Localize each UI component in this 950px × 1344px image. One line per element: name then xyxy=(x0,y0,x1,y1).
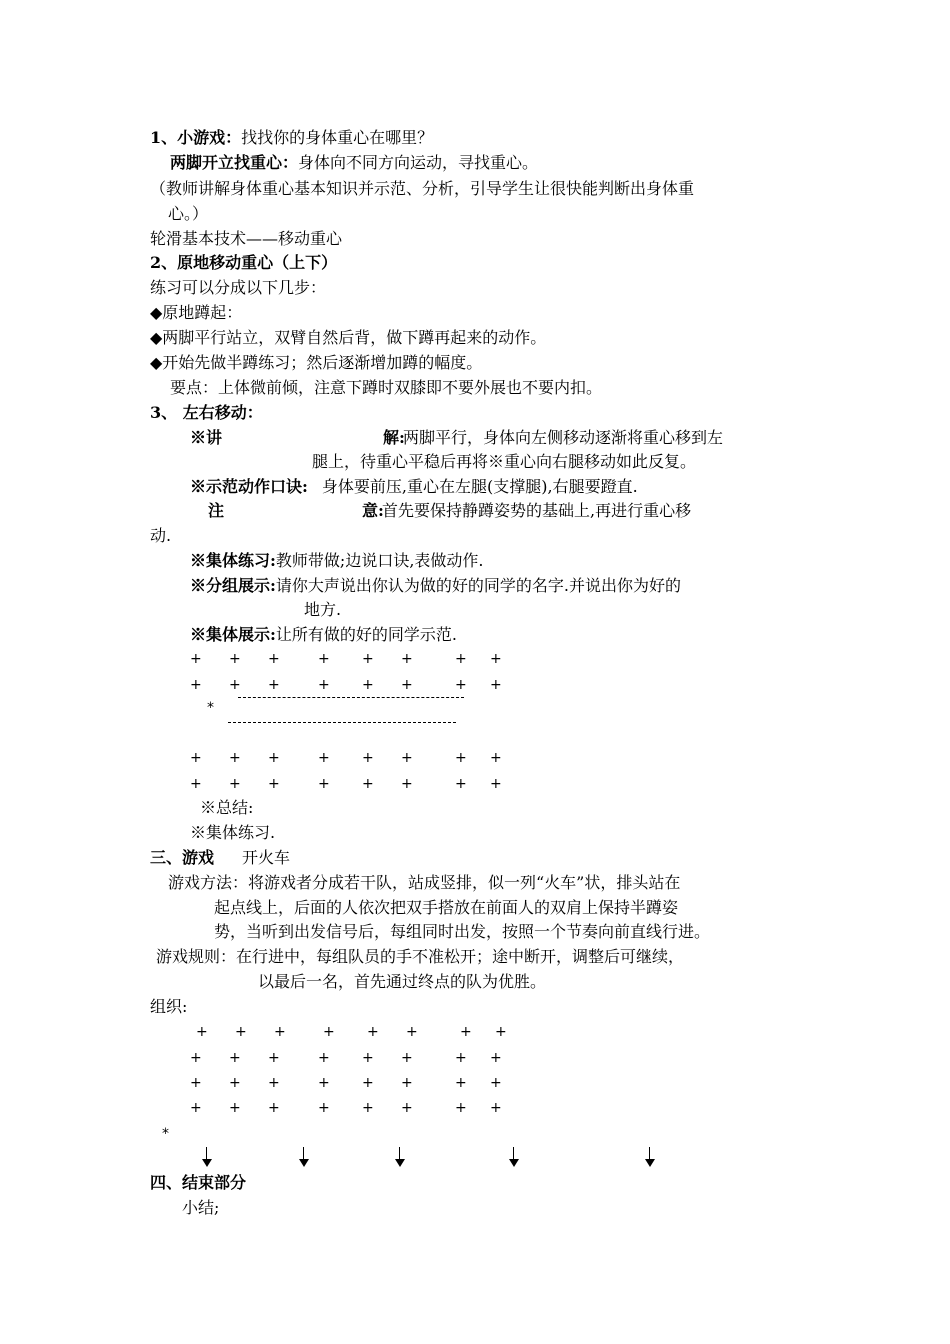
formation-1-plus-mark: + xyxy=(268,677,280,693)
formation-2-plus-mark: + xyxy=(401,1050,413,1066)
section-3-title: 3、 左右移动： xyxy=(150,403,263,422)
group-show-label: ※分组展示: xyxy=(190,576,276,595)
teacher-star-2: * xyxy=(162,1126,169,1142)
formation-2-plus-mark: + xyxy=(268,1100,280,1116)
formation-1-plus-mark: + xyxy=(401,651,413,667)
formation-1-plus-mark: + xyxy=(268,776,280,792)
game-title: 三、游戏 xyxy=(150,848,215,867)
demo-line xyxy=(190,477,638,497)
formation-2-plus-mark: + xyxy=(190,1100,202,1116)
find-center-line xyxy=(170,153,538,173)
teacher-note-line1: （教师讲解身体重心基本知识并示范、分析，引导学生让很快能判断出身体重 xyxy=(150,179,695,198)
demo-label: ※示范动作口诀: xyxy=(190,477,308,496)
formation-1-plus-mark: + xyxy=(318,651,330,667)
attention-label-b: 意: xyxy=(362,501,384,520)
attention-text-1: 首先要保持静蹲姿势的基础上,再进行重心移 xyxy=(382,501,692,520)
attention-label-a: 注 xyxy=(208,501,225,520)
group-show-text-2: 地方. xyxy=(304,600,342,619)
formation-1-plus-mark: + xyxy=(455,677,467,693)
section-1-text: 找找你的身体重心在哪里？ xyxy=(241,128,434,147)
formation-2-plus-mark: + xyxy=(460,1024,472,1040)
formation-2-plus-mark: + xyxy=(268,1075,280,1091)
formation-2-plus-mark: + xyxy=(323,1024,335,1040)
technique-title: 轮滑基本技术——移动重心 xyxy=(150,229,343,248)
formation-2-plus-mark: + xyxy=(268,1050,280,1066)
collective-practice: ※集体练习. xyxy=(190,823,276,842)
formation-1-plus-mark: + xyxy=(455,750,467,766)
formation-1-plus-mark: + xyxy=(268,651,280,667)
formation-2-plus-mark: + xyxy=(196,1024,208,1040)
formation-1-plus-mark: + xyxy=(401,677,413,693)
key-points: 要点：上体微前倾，注意下蹲时双膝即不要外展也不要内扣。 xyxy=(170,378,603,397)
formation-2-plus-mark: + xyxy=(362,1050,374,1066)
bullet-2: ◆两脚平行站立，双臂自然后背，做下蹲再起来的动作。 xyxy=(150,328,547,347)
explain-text-2: 腿上，待重心平稳后再将※重心向右腿移动如此反复。 xyxy=(312,452,697,471)
formation-1-plus-mark: + xyxy=(490,651,502,667)
formation-1-plus-mark: + xyxy=(318,750,330,766)
formation-2-plus-mark: + xyxy=(362,1075,374,1091)
summary: ※总结: xyxy=(200,798,254,817)
bullet-1: ◆原地蹲起： xyxy=(150,303,243,322)
formation-1-plus-mark: + xyxy=(362,677,374,693)
formation-2-plus-mark: + xyxy=(229,1100,241,1116)
teacher-note-line2: 心。） xyxy=(168,204,209,223)
formation-1-plus-mark: + xyxy=(229,677,241,693)
formation-1-plus-mark: + xyxy=(190,651,202,667)
find-center-title: 两脚开立找重心： xyxy=(170,153,299,172)
formation-2-plus-mark: + xyxy=(367,1024,379,1040)
game-name: 开火车 xyxy=(242,848,291,867)
end-section-title: 四、结束部分 xyxy=(150,1173,247,1192)
formation-1-plus-mark: + xyxy=(401,750,413,766)
formation-1-plus-mark: + xyxy=(362,651,374,667)
formation-1-plus-mark: + xyxy=(318,677,330,693)
formation-2-plus-mark: + xyxy=(455,1075,467,1091)
formation-1-plus-mark: + xyxy=(268,750,280,766)
formation-2-plus-mark: + xyxy=(362,1100,374,1116)
formation-2-plus-mark: + xyxy=(274,1024,286,1040)
formation-2-plus-mark: + xyxy=(401,1100,413,1116)
formation-2-plus-mark: + xyxy=(190,1075,202,1091)
explain-label-a: ※讲 xyxy=(190,428,223,447)
formation-2-plus-mark: + xyxy=(229,1050,241,1066)
formation-2-plus-mark: + xyxy=(401,1075,413,1091)
game-method-line2: 起点线上，后面的人依次把双手搭放在前面人的双肩上保持半蹲姿 xyxy=(214,898,679,917)
all-show-label: ※集体展示: xyxy=(190,625,276,644)
formation-1-plus-mark: + xyxy=(229,750,241,766)
all-show-line xyxy=(190,625,457,645)
formation-1-plus-mark: + xyxy=(190,677,202,693)
down-arrow-icon xyxy=(298,1147,310,1167)
game-rules-line1: 游戏规则：在行进中，每组队员的手不准松开；途中断开，调整后可继续， xyxy=(156,947,685,966)
section-2-title: 2、原地移动重心（上下） xyxy=(150,253,338,272)
group-practice-line xyxy=(190,551,484,571)
formation-2-plus-mark: + xyxy=(190,1050,202,1066)
formation-2-plus-mark: + xyxy=(235,1024,247,1040)
formation-1-plus-mark: + xyxy=(490,677,502,693)
explain-label-b: 解: xyxy=(383,428,405,447)
formation-2-plus-mark: + xyxy=(318,1075,330,1091)
formation-1-plus-mark: + xyxy=(455,776,467,792)
formation-2-plus-mark: + xyxy=(318,1050,330,1066)
formation-2-plus-mark: + xyxy=(406,1024,418,1040)
formation-1-plus-mark: + xyxy=(229,776,241,792)
down-arrow-icon xyxy=(644,1147,656,1167)
formation-1-plus-mark: + xyxy=(362,776,374,792)
game-method-line3: 势，当听到出发信号后，每组同时出发，按照一个节奏向前直线行进。 xyxy=(214,922,711,941)
game-title-line xyxy=(150,848,290,868)
group-practice-label: ※集体练习: xyxy=(190,551,276,570)
formation-2-plus-mark: + xyxy=(455,1050,467,1066)
group-show-text-1: 请你大声说出你认为做的好的同学的名字.并说出你为好的 xyxy=(275,576,682,595)
teacher-star-1: * xyxy=(207,700,214,716)
formation-2-plus-mark: + xyxy=(490,1100,502,1116)
formation-2-plus-mark: + xyxy=(490,1075,502,1091)
formation-1-plus-mark: + xyxy=(190,750,202,766)
explain-text-1: 两脚平行，身体向左侧移动逐渐将重心移到左 xyxy=(403,428,724,447)
down-arrow-icon xyxy=(201,1147,213,1167)
dashed-line-1 xyxy=(238,697,464,698)
group-practice-text: 教师带做;边说口诀,表做动作. xyxy=(275,551,484,570)
section-1-line xyxy=(150,128,433,148)
attention-text-2: 动. xyxy=(150,526,172,545)
game-method-line1: 游戏方法：将游戏者分成若干队，站成竖排，似一列“火车”状，排头站在 xyxy=(168,873,681,892)
end-summary: 小结; xyxy=(182,1198,220,1217)
formation-1-plus-mark: + xyxy=(190,776,202,792)
formation-1-plus-mark: + xyxy=(490,750,502,766)
dashed-line-2 xyxy=(228,722,456,723)
section-1-title: 1、小游戏： xyxy=(150,128,242,147)
steps-intro: 练习可以分成以下几步： xyxy=(150,278,327,297)
formation-2-plus-mark: + xyxy=(490,1050,502,1066)
down-arrow-icon xyxy=(394,1147,406,1167)
demo-text: 身体要前压,重心在左腿(支撑腿),右腿要蹬直. xyxy=(321,477,638,496)
formation-2-plus-mark: + xyxy=(318,1100,330,1116)
formation-1-plus-mark: + xyxy=(229,651,241,667)
formation-1-plus-mark: + xyxy=(490,776,502,792)
formation-2-plus-mark: + xyxy=(229,1075,241,1091)
bullet-3: ◆开始先做半蹲练习；然后逐渐增加蹲的幅度。 xyxy=(150,353,483,372)
formation-1-plus-mark: + xyxy=(455,651,467,667)
find-center-text: 身体向不同方向运动，寻找重心。 xyxy=(298,153,539,172)
formation-1-plus-mark: + xyxy=(401,776,413,792)
formation-1-plus-mark: + xyxy=(362,750,374,766)
down-arrow-icon xyxy=(508,1147,520,1167)
group-show-line xyxy=(190,576,681,596)
formation-2-plus-mark: + xyxy=(495,1024,507,1040)
organization-label: 组织: xyxy=(150,997,188,1016)
all-show-text: 让所有做的好的同学示范. xyxy=(275,625,458,644)
formation-2-plus-mark: + xyxy=(455,1100,467,1116)
game-rules-line2: 以最后一名，首先通过终点的队为优胜。 xyxy=(258,972,547,991)
formation-1-plus-mark: + xyxy=(318,776,330,792)
